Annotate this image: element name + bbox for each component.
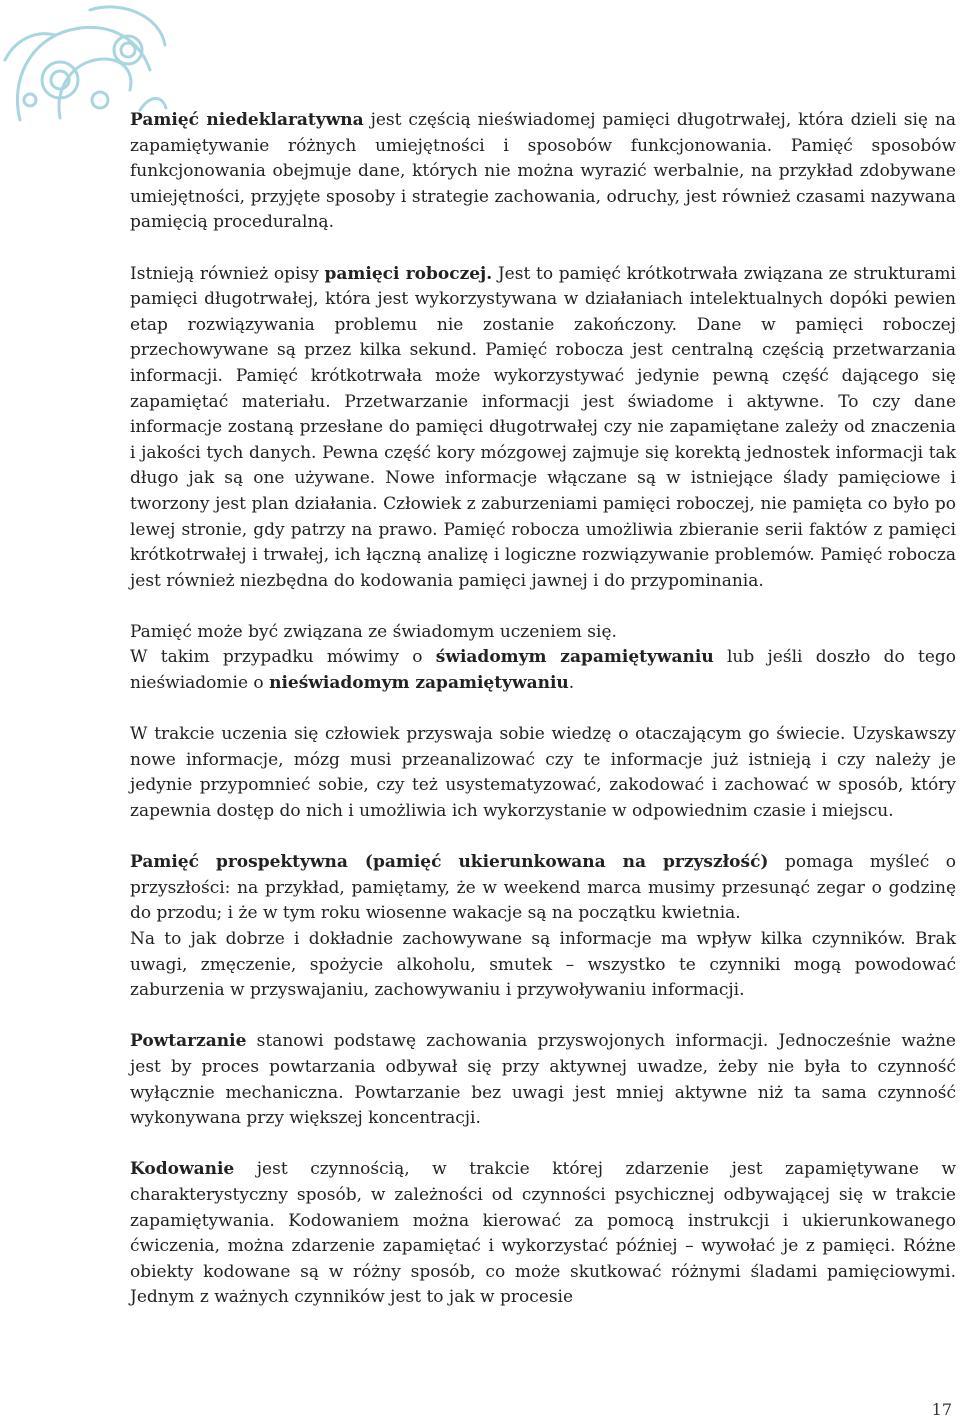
text-run: jest częścią nieświadomej pamięci długotrwałej, która dzieli się na zapamiętywanie różnych umiejętności i sposobów funkcjonowania. Pamięć sposobów funkcjonowania obejmuje dane, których nie można wyrazić werbalnie, na przykład zdobywane umiejętności, przyjęte sposoby i strategie zachowania, odruchy, jest również czasami nazywana pamięcią proceduralną. (130, 110, 956, 233)
paragraph (130, 1029, 956, 1131)
text-run: Pamięć może być związana ze świadomym uczeniem się. (130, 621, 617, 642)
bold-term: Pamięć niedeklaratywna (130, 110, 364, 130)
paragraph-line (130, 1029, 956, 1131)
text-run: W takim przypadku mówimy o (130, 647, 436, 668)
text-run: pomaga myśleć o przyszłości: na przykład, pamiętamy, że w weekend marca musimy przesunąć zegar o godzinę do przodu; i że w tym roku wiosenne wakacje są na początku kwietnia. (130, 852, 956, 924)
paragraph-line (130, 108, 956, 236)
text-run: W trakcie uczenia się człowiek przyswaja sobie wiedzę o otaczającym go świecie. Uzyskawszy nowe informacje, mózg musi przeanalizować czy te informacje już istnieją i czy należy je jedynie przypomnieć sobie, czy też usystematyzować, zakodować i zachować w sposób, który zapewnia dostęp do nich i umożliwia ich wykorzystanie w odpowiednim czasie i miejscu. (130, 724, 956, 822)
text-run: Na to jak dobrze i dokładnie zachowywane są informacje ma wpływ kilka czynników. Brak uwagi, zmęczenie, spożycie alkoholu, smutek – wszystko te czynniki mogą powodować zaburzenia w przyswajaniu, zachowywaniu i przywoływaniu informacji. (130, 929, 956, 1001)
page-number: 17 (931, 1400, 952, 1419)
bold-term: Kodowanie (130, 1159, 235, 1180)
paragraph-line (130, 927, 956, 1004)
text-run: Jest to pamięć krótkotrwała związana ze strukturami pamięci długotrwałej, która jest wykorzystywana w działaniach intelektualnych dopóki pewien etap rozwiązywania problemu nie zostanie zakończony. Dane w pamięci roboczej przechowywane są przez kilka sekund. Pamięć robocza jest centralną częścią przetwarzania informacji. Pamięć krótkotrwała może wykorzystywać jedynie pewną część dającego się zapamiętać materiału. Przetwarzanie informacji jest świadome i aktywne. To czy dane informacje zostaną przesłane do pamięci długotrwałej czy nie zapamiętane zależy od znaczenia i jakości tych danych. Pewna część kory mózgowej zajmuje się korektą jednostek informacji tak długo jak są one używane. Nowe informacje włączane są w istniejące ślady pamięciowe i tworzony jest plan działania. Człowiek z zaburzeniami pamięci roboczej, nie pamięta co było po lewej stronie, gdy patrzy na prawo. Pamięć robocza umożliwia zbieranie serii faktów z pamięci krótkotrwałej i trwałej, ich łączną analizę i logiczne rozwiązywanie problemów. Pamięć robocza jest również niezbędna do kodowania pamięci jawnej i do przypominania. (130, 263, 956, 591)
paragraph (130, 620, 956, 697)
bold-term: nieświadomym zapamiętywaniu (269, 673, 569, 694)
paragraph-line (130, 645, 956, 696)
bold-term: Powtarzanie (130, 1031, 247, 1052)
paragraph (130, 1157, 956, 1311)
text-run: stanowi podstawę zachowania przyswojonych informacji. Jednocześnie ważne jest by proces powtarzania odbywał się przy aktywnej uwadze, żeby nie była to czynność wyłącznie mechaniczna. Powtarzanie bez uwagi jest mniej aktywne niż ta sama czynność wykonywana przy większej koncentracji. (130, 1031, 956, 1129)
text-run: Istnieją również opisy (130, 263, 325, 284)
paragraph-line (130, 262, 956, 595)
paragraph (130, 722, 956, 824)
bold-term: świadomym zapamiętywaniu (435, 647, 714, 668)
paragraph-line (130, 1157, 956, 1311)
document-body (130, 108, 956, 1337)
decorative-swirl-icon (0, 0, 170, 125)
paragraph (130, 850, 956, 1004)
bold-term: Pamięć prospektywna (pamięć ukierunkowana na przyszłość) (130, 852, 769, 873)
bold-term: pamięci roboczej. (324, 263, 493, 284)
paragraph (130, 262, 956, 595)
paragraph-line (130, 620, 956, 646)
text-run: . (568, 673, 575, 694)
paragraph-line (130, 722, 956, 824)
text-run: jest czynnością, w trakcie której zdarzenie jest zapamiętywane w charakterystyczny sposób, w zależności od czynności psychicznej odbywającej się w trakcie zapamiętywania. Kodowaniem można kierować za pomocą instrukcji i ukierunkowanego ćwiczenia, można zdarzenie zapamiętać i wykorzystać później – wywołać je z pamięci. Różne obiekty kodowane są w różny sposób, co może skutkować różnymi śladami pamięciowymi. Jednym z ważnych czynników jest to jak w procesie (130, 1159, 956, 1308)
paragraph (130, 108, 956, 236)
paragraph-line (130, 850, 956, 927)
text-run: lub jeśli doszło do tego nieświadomie o (130, 647, 956, 694)
